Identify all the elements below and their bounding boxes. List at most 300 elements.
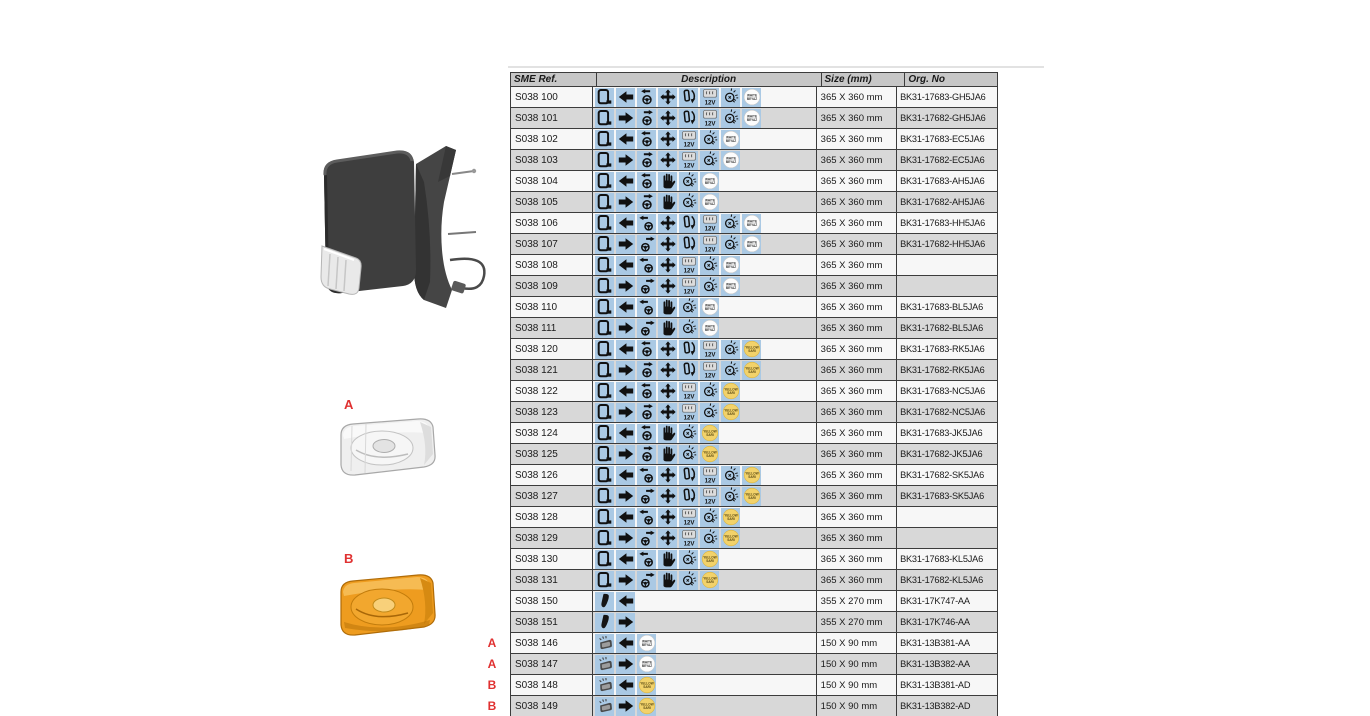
fold-icon [679, 109, 698, 128]
yellow-icon [721, 403, 740, 422]
size-cell: 365 X 360 mm [817, 255, 897, 275]
steer-remote-left-icon [637, 88, 656, 107]
bulb-icon [700, 151, 719, 170]
bulb-icon [679, 172, 698, 191]
sme-ref-cell: S038 121 [511, 360, 593, 380]
svg-text:BEYAZ: BEYAZ [725, 139, 737, 144]
sme-ref-cell: S038 101 [511, 108, 593, 128]
description-cell [593, 675, 816, 695]
white-icon [742, 88, 761, 107]
sme-ref-cell: S038 102 [511, 129, 593, 149]
sme-ref-cell: S038 108 [511, 255, 593, 275]
description-cell [593, 423, 816, 443]
size-cell: 150 X 90 mm [817, 654, 897, 674]
svg-text:SARI: SARI [748, 370, 756, 375]
svg-text:YELLOW: YELLOW [703, 576, 717, 581]
steer-remote-right-alt-icon [637, 529, 656, 548]
white-icon [721, 277, 740, 296]
svg-text:WHITE: WHITE [641, 639, 652, 644]
svg-text:BEYAZ: BEYAZ [746, 97, 758, 102]
svg-text:BEYAZ: BEYAZ [704, 202, 716, 207]
table-row [511, 108, 997, 129]
heated-12v-icon [700, 88, 719, 107]
table-row [511, 549, 997, 570]
yellow-icon [721, 529, 740, 548]
svg-text:BEYAZ: BEYAZ [704, 181, 716, 186]
svg-text:WHITE: WHITE [704, 198, 715, 203]
svg-text:YELLOW: YELLOW [745, 471, 759, 476]
heated-12v-icon [700, 235, 719, 254]
size-cell: 365 X 360 mm [817, 276, 897, 296]
fold-icon [679, 487, 698, 506]
org-no-cell: BK31-17683-HH5JA6 [900, 218, 986, 228]
heated-12v-icon [700, 214, 719, 233]
steer-remote-right-icon [637, 151, 656, 170]
sme-ref-cell: S038 128 [511, 507, 593, 527]
svg-text:SARI: SARI [748, 475, 756, 480]
size-cell: 365 X 360 mm [817, 213, 897, 233]
door-mirror-icon [595, 529, 614, 548]
heated-12v-icon [679, 130, 698, 149]
sme-ref-cell: S038 106 [511, 213, 593, 233]
org-no-cell: BK31-17K746-AA [900, 617, 970, 627]
svg-text:YELLOW: YELLOW [703, 555, 717, 560]
yellow-icon [637, 676, 656, 695]
steer-remote-right-icon [637, 361, 656, 380]
description-cell [593, 150, 816, 170]
org-no-cell: BK31-17682-EC5JA6 [900, 155, 985, 165]
table-row [511, 612, 997, 633]
svg-text:12V: 12V [683, 393, 695, 400]
size-cell: 365 X 360 mm [817, 444, 897, 464]
white-icon [700, 172, 719, 191]
svg-text:12V: 12V [704, 120, 716, 127]
svg-text:12V: 12V [683, 540, 695, 547]
description-cell [593, 297, 816, 317]
arrow-right-icon [616, 613, 635, 632]
size-cell: 365 X 360 mm [817, 234, 897, 254]
svg-text:12V: 12V [704, 498, 716, 505]
white-icon [700, 319, 719, 338]
door-mirror-icon [595, 88, 614, 107]
steer-remote-left-alt-icon [637, 466, 656, 485]
indicator-lamp-amber-image [332, 572, 446, 640]
hand-manual-icon [658, 172, 677, 191]
power-adjust-icon [658, 466, 677, 485]
table-row [511, 339, 997, 360]
description-cell [593, 108, 816, 128]
steer-remote-right-alt-icon [637, 319, 656, 338]
description-cell [593, 486, 816, 506]
size-cell: 365 X 360 mm [817, 87, 897, 107]
description-cell [593, 507, 816, 527]
sme-ref-cell: S038 150 [511, 591, 593, 611]
table-row [511, 486, 997, 507]
description-cell [593, 234, 816, 254]
table-row [511, 192, 997, 213]
arrow-left-icon [616, 340, 635, 359]
steer-remote-right-icon [637, 193, 656, 212]
svg-text:WHITE: WHITE [746, 240, 757, 245]
svg-text:12V: 12V [683, 141, 695, 148]
description-cell [593, 612, 816, 632]
svg-text:WHITE: WHITE [725, 135, 736, 140]
table-row [511, 87, 997, 108]
hand-manual-icon [658, 298, 677, 317]
power-adjust-icon [658, 256, 677, 275]
table-row [511, 591, 997, 612]
header-size: Size (mm) [822, 73, 906, 86]
sme-ref-cell: S038 147 [511, 654, 593, 674]
door-mirror-icon [595, 214, 614, 233]
size-cell: 365 X 360 mm [817, 318, 897, 338]
steer-remote-left-icon [637, 172, 656, 191]
sme-ref-cell: S038 125 [511, 444, 593, 464]
svg-text:YELLOW: YELLOW [745, 492, 759, 497]
size-cell: 365 X 360 mm [817, 549, 897, 569]
org-no-cell: BK31-17682-RK5JA6 [900, 365, 985, 375]
header-description: Description [597, 73, 822, 86]
sme-ref-cell: S038 123 [511, 402, 593, 422]
sme-ref-cell: S038 104 [511, 171, 593, 191]
power-adjust-icon [658, 235, 677, 254]
svg-text:WHITE: WHITE [725, 156, 736, 161]
power-adjust-icon [658, 88, 677, 107]
yellow-icon [742, 340, 761, 359]
table-row [511, 213, 997, 234]
table-row [511, 297, 997, 318]
arrow-left-icon [616, 634, 635, 653]
svg-text:YELLOW: YELLOW [745, 345, 759, 350]
table-row [511, 150, 997, 171]
bulb-icon [679, 193, 698, 212]
sme-ref-cell: S038 122 [511, 381, 593, 401]
bulb-icon [700, 403, 719, 422]
row-marker: A [487, 636, 497, 650]
white-icon [742, 214, 761, 233]
svg-text:YELLOW: YELLOW [724, 408, 738, 413]
fold-icon [679, 88, 698, 107]
svg-text:12V: 12V [683, 288, 695, 295]
sme-ref-cell: S038 110 [511, 297, 593, 317]
bulb-icon [700, 130, 719, 149]
arrow-left-icon [616, 88, 635, 107]
description-cell [593, 465, 816, 485]
hand-manual-icon [658, 445, 677, 464]
arrow-left-icon [616, 214, 635, 233]
description-cell [593, 444, 816, 464]
door-mirror-icon [595, 130, 614, 149]
size-cell: 365 X 360 mm [817, 339, 897, 359]
door-mirror-icon [595, 151, 614, 170]
svg-text:YELLOW: YELLOW [724, 534, 738, 539]
svg-text:BEYAZ: BEYAZ [725, 265, 737, 270]
description-cell [593, 591, 816, 611]
org-no-cell: BK31-13B381-AA [900, 638, 970, 648]
steer-remote-left-alt-icon [637, 256, 656, 275]
clear-lamp-illustration [332, 416, 446, 480]
org-no-cell: BK31-17682-GH5JA6 [900, 113, 986, 123]
steer-remote-left-alt-icon [637, 214, 656, 233]
description-cell [593, 276, 816, 296]
steer-remote-right-alt-icon [637, 487, 656, 506]
heated-12v-icon [679, 151, 698, 170]
heated-12v-icon [700, 466, 719, 485]
org-no-cell: BK31-17683-KL5JA6 [900, 554, 983, 564]
heated-12v-icon [679, 403, 698, 422]
steer-remote-left-icon [637, 382, 656, 401]
white-icon [721, 130, 740, 149]
steer-remote-left-alt-icon [637, 508, 656, 527]
yellow-icon [700, 424, 719, 443]
bulb-icon [721, 487, 740, 506]
steer-remote-right-alt-icon [637, 571, 656, 590]
yellow-icon [700, 550, 719, 569]
door-mirror-icon [595, 382, 614, 401]
hand-manual-icon [658, 571, 677, 590]
size-cell: 365 X 360 mm [817, 297, 897, 317]
table-row [511, 360, 997, 381]
size-cell: 150 X 90 mm [817, 696, 897, 716]
org-no-cell: BK31-17682-JK5JA6 [900, 449, 983, 459]
table-row [511, 276, 997, 297]
heated-12v-icon [700, 109, 719, 128]
bulb-icon [721, 88, 740, 107]
power-adjust-icon [658, 109, 677, 128]
heated-12v-icon [700, 361, 719, 380]
fold-icon [679, 340, 698, 359]
sme-ref-cell: S038 151 [511, 612, 593, 632]
org-no-cell: BK31-17682-AH5JA6 [900, 197, 985, 207]
svg-text:WHITE: WHITE [746, 219, 757, 224]
description-cell [593, 633, 816, 653]
org-no-cell: BK31-13B382-AA [900, 659, 970, 669]
sme-ref-cell: S038 126 [511, 465, 593, 485]
arrow-left-icon [616, 130, 635, 149]
svg-text:12V: 12V [683, 267, 695, 274]
svg-text:12V: 12V [704, 477, 716, 484]
steer-remote-left-icon [637, 424, 656, 443]
steer-remote-left-alt-icon [637, 550, 656, 569]
description-cell [593, 129, 816, 149]
white-icon [742, 235, 761, 254]
steer-remote-left-icon [637, 340, 656, 359]
svg-text:SARI: SARI [643, 685, 651, 690]
description-cell [593, 654, 816, 674]
arrow-right-icon [616, 235, 635, 254]
heated-12v-icon [700, 487, 719, 506]
power-adjust-icon [658, 529, 677, 548]
size-cell: 365 X 360 mm [817, 465, 897, 485]
steer-remote-right-alt-icon [637, 235, 656, 254]
svg-text:BEYAZ: BEYAZ [641, 643, 653, 648]
table-row [511, 423, 997, 444]
arrow-right-icon [616, 529, 635, 548]
heated-12v-icon [679, 256, 698, 275]
door-mirror-icon [595, 487, 614, 506]
arrow-right-icon [616, 655, 635, 674]
sme-ref-cell: S038 111 [511, 318, 593, 338]
white-icon [700, 298, 719, 317]
table-row [511, 255, 997, 276]
svg-text:WHITE: WHITE [746, 114, 757, 119]
door-mirror-icon [595, 508, 614, 527]
row-marker: B [487, 678, 497, 692]
yellow-icon [742, 466, 761, 485]
heated-12v-icon [679, 508, 698, 527]
sme-ref-cell: S038 100 [511, 87, 593, 107]
description-cell [593, 213, 816, 233]
fold-icon [679, 235, 698, 254]
svg-text:WHITE: WHITE [704, 177, 715, 182]
bulb-icon [700, 256, 719, 275]
heated-12v-icon [679, 382, 698, 401]
svg-text:12V: 12V [704, 99, 716, 106]
sme-ref-cell: S038 131 [511, 570, 593, 590]
org-no-cell [897, 528, 997, 548]
table-row [511, 402, 997, 423]
svg-text:WHITE: WHITE [725, 282, 736, 287]
door-mirror-icon [595, 277, 614, 296]
arrow-right-icon [616, 487, 635, 506]
header-org-no: Org. No [908, 74, 945, 85]
svg-text:WHITE: WHITE [746, 93, 757, 98]
figure-label-b: B [344, 551, 354, 566]
white-icon [700, 193, 719, 212]
org-no-cell: BK31-17682-HH5JA6 [900, 239, 986, 249]
white-icon [637, 655, 656, 674]
steer-remote-right-alt-icon [637, 277, 656, 296]
size-cell: 365 X 360 mm [817, 360, 897, 380]
svg-text:SARI: SARI [748, 496, 756, 501]
org-no-cell: BK31-17682-SK5JA6 [900, 470, 985, 480]
svg-text:12V: 12V [683, 162, 695, 169]
mirror-glass-icon [595, 613, 614, 632]
arrow-left-icon [616, 424, 635, 443]
svg-text:BEYAZ: BEYAZ [641, 664, 653, 669]
org-no-cell: BK31-17683-NC5JA6 [900, 386, 986, 396]
svg-text:12V: 12V [704, 372, 716, 379]
svg-text:YELLOW: YELLOW [724, 387, 738, 392]
arrow-left-icon [616, 550, 635, 569]
steer-remote-left-icon [637, 130, 656, 149]
description-cell [593, 528, 816, 548]
size-cell: 365 X 360 mm [817, 381, 897, 401]
size-cell: 365 X 360 mm [817, 570, 897, 590]
arrow-left-icon [616, 466, 635, 485]
svg-text:SARI: SARI [706, 580, 714, 585]
description-cell [593, 171, 816, 191]
white-icon [637, 634, 656, 653]
svg-text:BEYAZ: BEYAZ [725, 160, 737, 165]
org-no-cell: BK31-17683-RK5JA6 [900, 344, 985, 354]
power-adjust-icon [658, 214, 677, 233]
power-adjust-icon [658, 382, 677, 401]
description-cell [593, 255, 816, 275]
org-no-cell: BK31-13B381-AD [900, 680, 971, 690]
svg-text:BEYAZ: BEYAZ [704, 328, 716, 333]
indicator-lamp-icon [595, 655, 614, 674]
arrow-left-icon [616, 298, 635, 317]
svg-text:SARI: SARI [727, 391, 735, 396]
org-no-cell: BK31-17683-BL5JA6 [900, 302, 983, 312]
description-cell [593, 192, 816, 212]
indicator-lamp-icon [595, 634, 614, 653]
svg-text:YELLOW: YELLOW [640, 681, 654, 686]
row-marker: B [487, 699, 497, 713]
svg-text:SARI: SARI [706, 559, 714, 564]
size-cell: 365 X 360 mm [817, 171, 897, 191]
steer-remote-right-icon [637, 445, 656, 464]
bulb-icon [721, 340, 740, 359]
bulb-icon [679, 550, 698, 569]
svg-text:BEYAZ: BEYAZ [725, 286, 737, 291]
org-no-cell [897, 507, 997, 527]
hand-manual-icon [658, 550, 677, 569]
svg-text:YELLOW: YELLOW [703, 450, 717, 455]
svg-text:WHITE: WHITE [725, 261, 736, 266]
bulb-icon [721, 109, 740, 128]
door-mirror-icon [595, 193, 614, 212]
sme-ref-cell: S038 109 [511, 276, 593, 296]
arrow-right-icon [616, 361, 635, 380]
arrow-right-icon [616, 151, 635, 170]
table-row [511, 633, 997, 654]
org-no-cell: BK31-17682-NC5JA6 [900, 407, 986, 417]
svg-text:SARI: SARI [727, 517, 735, 522]
svg-text:12V: 12V [704, 225, 716, 232]
header-sme-ref: SME Ref. [511, 73, 597, 86]
yellow-icon [742, 361, 761, 380]
size-cell: 150 X 90 mm [817, 633, 897, 653]
bulb-icon [679, 445, 698, 464]
fold-icon [679, 361, 698, 380]
size-cell: 365 X 360 mm [817, 402, 897, 422]
door-mirror-icon [595, 340, 614, 359]
table-row [511, 528, 997, 549]
hand-manual-icon [658, 424, 677, 443]
door-mirror-icon [595, 319, 614, 338]
size-cell: 365 X 360 mm [817, 528, 897, 548]
door-mirror-icon [595, 445, 614, 464]
sme-ref-cell: S038 130 [511, 549, 593, 569]
door-mirror-icon [595, 424, 614, 443]
hand-manual-icon [658, 319, 677, 338]
amber-lamp-illustration [332, 572, 446, 640]
size-cell: 365 X 360 mm [817, 150, 897, 170]
power-adjust-icon [658, 340, 677, 359]
size-cell: 365 X 360 mm [817, 108, 897, 128]
steer-remote-left-alt-icon [637, 298, 656, 317]
arrow-right-icon [616, 403, 635, 422]
svg-text:12V: 12V [704, 351, 716, 358]
arrow-right-icon [616, 445, 635, 464]
bulb-icon [721, 214, 740, 233]
power-adjust-icon [658, 130, 677, 149]
description-cell [593, 381, 816, 401]
org-no-cell [897, 255, 997, 275]
svg-text:SARI: SARI [643, 706, 651, 711]
size-cell: 355 X 270 mm [817, 591, 897, 611]
fold-icon [679, 214, 698, 233]
table-row [511, 570, 997, 591]
sme-ref-cell: S038 149 [511, 696, 593, 716]
table-row [511, 381, 997, 402]
yellow-icon [637, 697, 656, 716]
bulb-icon [700, 382, 719, 401]
indicator-lamp-clear-image [332, 416, 446, 480]
table-row [511, 129, 997, 150]
